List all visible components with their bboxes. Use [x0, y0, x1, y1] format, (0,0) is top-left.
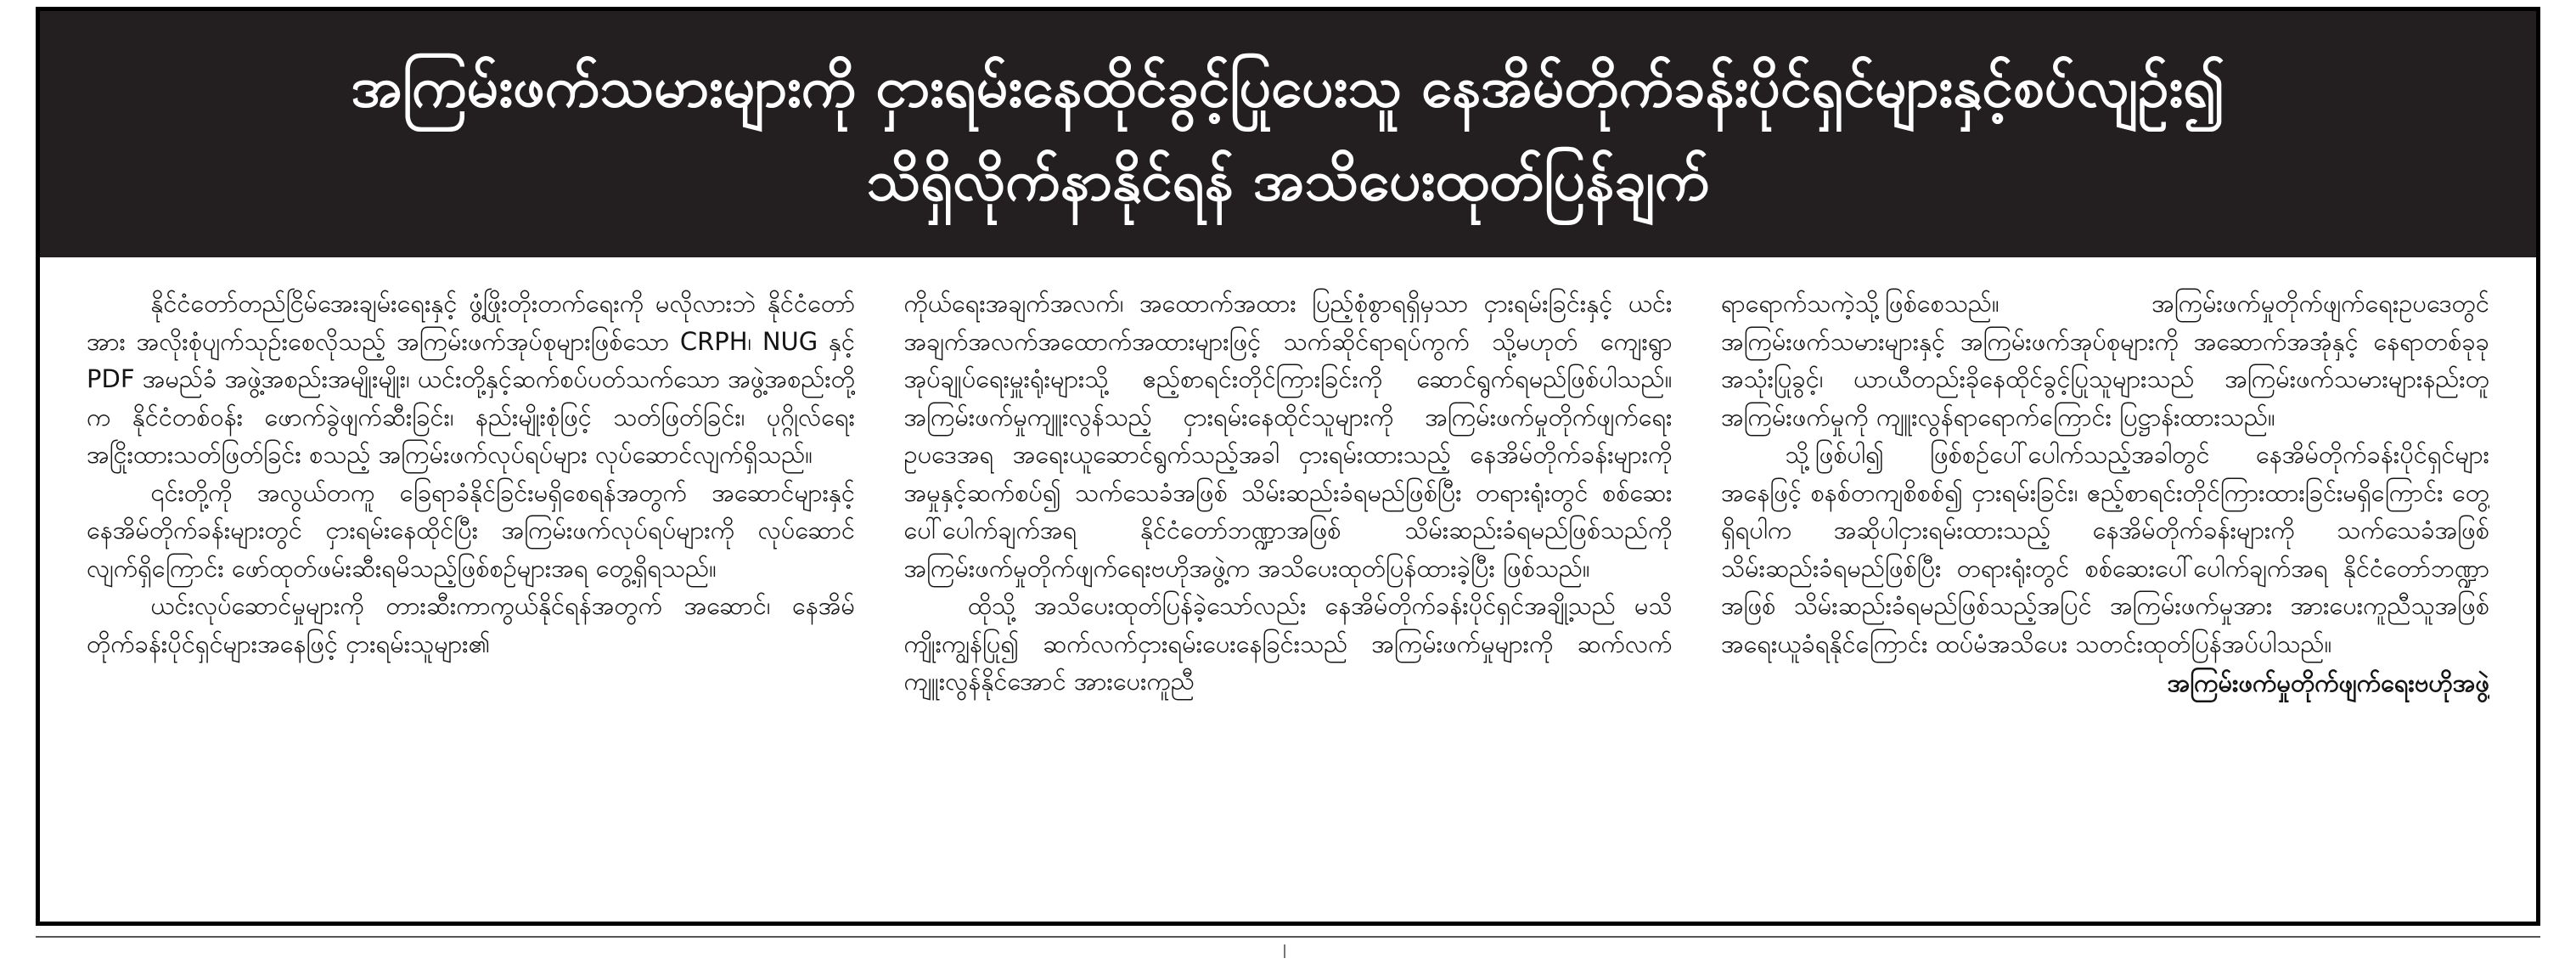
center-tick-mark — [1284, 944, 1285, 958]
text-column-1 — [87, 285, 855, 909]
paragraph: ယင်းလုပ်ဆောင်မှုများကို တားဆီးကာကွယ်နိုင်ရန်အတွက် အဆောင်၊ နေအိမ်တိုက်ခန်းပိုင်ရှင်များအနေဖြင့် ငှားရမ်းသူများ၏ — [87, 591, 855, 658]
headline-line-2: သိရှိလိုက်နာနိုင်ရန် အသိပေးထုတ်ပြန်ချက် — [866, 148, 1710, 213]
headline-line-1: အကြမ်းဖက်သမားများကို ငှားရမ်းနေထိုင်ခွင့်ပြုပေးသူ နေအိမ်တိုက်ခန်းပိုင်ရှင်များနှင့်စပ်လျဉ်း၍ — [351, 54, 2225, 120]
notice-body — [87, 285, 2489, 909]
paragraph-continued: ရာရောက်သကဲ့သို့ဖြစ်စေသည်။ အကြမ်းဖက်မှုတိုက်ဖျက်ရေးဥပဒေတွင် အကြမ်းဖက်သမားများနှင့် အကြမ်းဖက်အုပ်စုများကို အဆောက်အအုံနှင့် နေရာတစ်ခုခု အသုံးပြုခွင့်၊ ယာယီတည်းခိုနေထိုင်ခွင့်ပြုသူများသည် အကြမ်းဖက်သမားများနည်းတူ အကြမ်းဖက်မှုကို ကျူးလွန်ရာရောက်ကြောင်း ပြဋ္ဌာန်းထားသည်။ — [1721, 289, 2489, 431]
paragraph: သို့ဖြစ်ပါ၍ ဖြစ်စဉ်ပေါ်ပေါက်သည့်အခါတွင် နေအိမ်တိုက်ခန်းပိုင်ရှင်များအနေဖြင့် စနစ်တကျစိစစ်၍ ငှားရမ်းခြင်း၊ ဧည့်စာရင်းတိုင်ကြားထားခြင်းမရှိကြောင်း တွေ့ရှိရပါက အဆိုပါငှားရမ်းထားသည့် နေအိမ်တိုက်ခန်းများကို သက်သေခံအဖြစ် သိမ်းဆည်းခံရမည်ဖြစ်ပြီး တရားရုံးတွင် စစ်ဆေးပေါ်ပေါက်ချက်အရ နိုင်ငံတော်ဘဏ္ဍာအဖြစ် သိမ်းဆည်းခံရမည်ဖြစ်သည့်အပြင် အကြမ်းဖက်မှုအား အားပေးကူညီသူအဖြစ် အရေးယူခံရနိုင်ကြောင်း ထပ်မံအသိပေး သတင်းထုတ်ပြန်အပ်ပါသည်။ — [1721, 440, 2489, 658]
paragraph: ၎င်းတို့ကို အလွယ်တကူ ခြေရာခံနိုင်ခြင်းမရှိစေရန်အတွက် အဆောင်များနှင့် နေအိမ်တိုက်ခန်းများတွင် ငှားရမ်းနေထိုင်ပြီး အကြမ်းဖက်လုပ်ရပ်များကို လုပ်ဆောင်လျက်ရှိကြောင်း ဖော်ထုတ်ဖမ်းဆီးရမိသည့်ဖြစ်စဉ်များအရ တွေ့ရှိရသည်။ — [87, 477, 855, 583]
public-notice — [36, 7, 2540, 926]
paragraph-continued: ကိုယ်ရေးအချက်အလက်၊ အထောက်အထား ပြည့်စုံစွာရရှိမှသာ ငှားရမ်းခြင်းနှင့် ယင်းအချက်အလက်အထောက်အထားများဖြင့် သက်ဆိုင်ရာရပ်ကွက် သို့မဟုတ် ကျေးရွာအုပ်ချုပ်ရေးမှူးရုံးများသို့ ဧည့်စာရင်းတိုင်ကြားခြင်းကို ဆောင်ရွက်ရမည်ဖြစ်ပါသည်။ အကြမ်းဖက်မှုကျူးလွန်သည့် ငှားရမ်းနေထိုင်သူများကို အကြမ်းဖက်မှုတိုက်ဖျက်ရေးဥပဒေအရ အရေးယူဆောင်ရွက်သည့်အခါ ငှားရမ်းထားသည့် နေအိမ်တိုက်ခန်းများကို အမှုနှင့်ဆက်စပ်၍ သက်သေခံအဖြစ် သိမ်းဆည်းခံရမည်ဖြစ်ပြီး တရားရုံးတွင် စစ်ဆေးပေါ်ပေါက်ချက်အရ နိုင်ငံတော်ဘဏ္ဍာအဖြစ် သိမ်းဆည်းခံရမည်ဖြစ်သည်ကို အကြမ်းဖက်မှုတိုက်ဖျက်ရေးဗဟိုအဖွဲ့က အသိပေးထုတ်ပြန်ထားခဲ့ပြီး ဖြစ်သည်။ — [903, 289, 1673, 583]
paragraph: နိုင်ငံတော်တည်ငြိမ်အေးချမ်းရေးနှင့် ဖွံ့ဖြိုးတိုးတက်ရေးကို မလိုလားဘဲ နိုင်ငံတော်အား အလိုးစုံပျက်သုဉ်းစေလိုသည့် အကြမ်းဖက်အုပ်စုများဖြစ်သော CRPH၊ NUG နှင့် PDF အမည်ခံ အဖွဲ့အစည်းအမျိုးမျိုး၊ ယင်းတို့နှင့်ဆက်စပ်ပတ်သက်သော အဖွဲ့အစည်းတို့က နိုင်ငံတစ်ဝန်း ဖောက်ခွဲဖျက်ဆီးခြင်း၊ နည်းမျိုးစုံဖြင့် သတ်ဖြတ်ခြင်း၊ ပုဂ္ဂိုလ်ရေးအငြိုးထားသတ်ဖြတ်ခြင်း စသည့် အကြမ်းဖက်လုပ်ရပ်များ လုပ်ဆောင်လျက်ရှိသည်။ — [87, 289, 855, 469]
paragraph: ထိုသို့ အသိပေးထုတ်ပြန်ခဲ့သော်လည်း နေအိမ်တိုက်ခန်းပိုင်ရှင်အချို့သည် မသိကျိုးကျွန်ပြု၍ ဆက်လက်ငှားရမ်းပေးနေခြင်းသည် အကြမ်းဖက်မှုများကို ဆက်လက်ကျူးလွန်နိုင်အောင် အားပေးကူညီ — [903, 591, 1673, 696]
issuer-signature: အကြမ်းဖက်မှုတိုက်ဖျက်ရေးဗဟိုအဖွဲ့ — [2167, 668, 2489, 697]
text-column-3 — [1721, 285, 2489, 909]
text-column-2 — [904, 285, 1673, 909]
headline-banner — [40, 11, 2536, 257]
page-bottom-rule — [36, 936, 2540, 938]
